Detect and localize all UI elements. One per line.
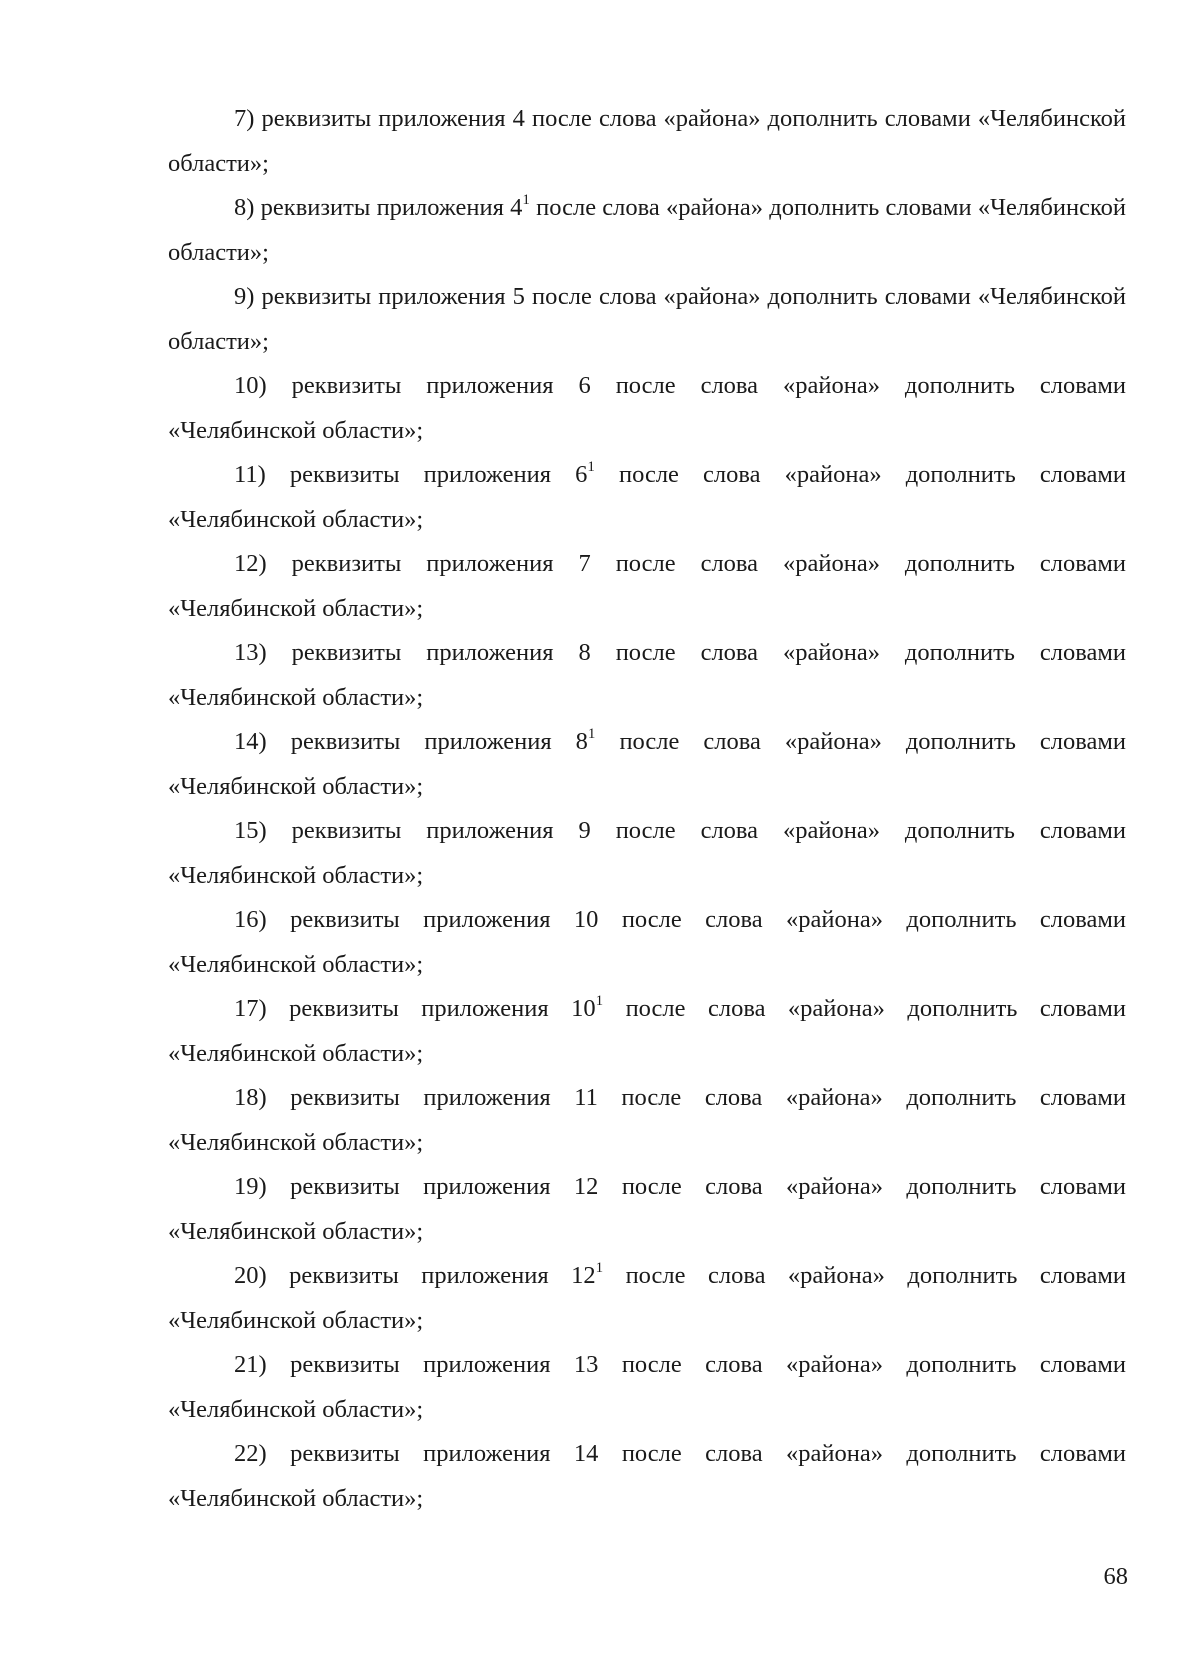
list-item-15: [168, 809, 1126, 898]
item-text-start: реквизиты приложения 4: [260, 194, 523, 221]
item-text-end: после слова «района» дополнить словами «Челябинской области»;: [168, 906, 1127, 978]
item-number: 14): [234, 728, 267, 755]
item-text-start: реквизиты приложения 6: [291, 372, 591, 399]
item-text-start: реквизиты приложения 6: [289, 461, 588, 488]
item-number: 11): [234, 461, 266, 488]
item-superscript: 1: [595, 992, 604, 1009]
item-text-end: после слова «района» дополнить словами «Челябинской области»;: [168, 461, 1126, 533]
list-item-13: [168, 631, 1126, 720]
list-item-14: [168, 720, 1126, 809]
item-text-end: после слова «района» дополнить словами «Челябинской области»;: [168, 105, 1126, 177]
item-text-end: после слова «района» дополнить словами «Челябинской области»;: [168, 1262, 1127, 1334]
item-number: 12): [234, 550, 267, 577]
item-number: 13): [234, 639, 267, 666]
item-superscript: 1: [587, 458, 595, 475]
list-item-20: [168, 1254, 1126, 1343]
document-body: [168, 97, 1126, 1521]
item-number: 7): [234, 105, 255, 132]
item-text-start: реквизиты приложения 11: [290, 1084, 598, 1111]
item-text-end: после слова «района» дополнить словами «Челябинской области»;: [168, 372, 1127, 444]
item-number: 18): [234, 1084, 267, 1111]
item-text-end: после слова «района» дополнить словами «Челябинской области»;: [168, 1440, 1127, 1512]
item-text-start: реквизиты приложения 10: [290, 906, 599, 933]
list-item-12: [168, 542, 1126, 631]
item-superscript: 1: [595, 1259, 604, 1276]
item-text-end: после слова «района» дополнить словами «Челябинской области»;: [168, 1084, 1127, 1156]
item-text-start: реквизиты приложения 4: [261, 105, 525, 132]
list-item-17: [168, 987, 1126, 1076]
item-text-end: после слова «района» дополнить словами «Челябинской области»;: [168, 817, 1127, 889]
list-item-7: [168, 97, 1126, 186]
item-text-start: реквизиты приложения 12: [289, 1262, 596, 1289]
item-text-start: реквизиты приложения 8: [290, 728, 588, 755]
item-number: 21): [234, 1351, 267, 1378]
list-item-19: [168, 1165, 1126, 1254]
item-number: 15): [234, 817, 267, 844]
item-number: 8): [234, 194, 255, 221]
item-text-start: реквизиты приложения 12: [290, 1173, 599, 1200]
item-text-start: реквизиты приложения 7: [291, 550, 591, 577]
list-item-9: [168, 275, 1126, 364]
item-text-start: реквизиты приложения 9: [291, 817, 591, 844]
item-number: 17): [234, 995, 267, 1022]
item-text-start: реквизиты приложения 14: [290, 1440, 599, 1467]
item-number: 19): [234, 1173, 267, 1200]
item-text-end: после слова «района» дополнить словами «Челябинской области»;: [168, 194, 1127, 266]
item-number: 9): [234, 283, 255, 310]
item-superscript: 1: [522, 191, 530, 208]
item-text-end: после слова «района» дополнить словами «Челябинской области»;: [168, 1351, 1127, 1423]
item-number: 16): [234, 906, 267, 933]
item-text-start: реквизиты приложения 8: [291, 639, 591, 666]
page-number: 68: [1103, 1563, 1128, 1590]
item-text-start: реквизиты приложения 13: [290, 1351, 599, 1378]
list-item-18: [168, 1076, 1126, 1165]
item-number: 20): [234, 1262, 267, 1289]
item-number: 10): [234, 372, 267, 399]
item-text-end: после слова «района» дополнить словами «Челябинской области»;: [168, 639, 1127, 711]
list-item-11: [168, 453, 1126, 542]
item-superscript: 1: [587, 725, 596, 742]
item-text-end: после слова «района» дополнить словами «Челябинской области»;: [168, 728, 1127, 800]
list-item-21: [168, 1343, 1126, 1432]
list-item-10: [168, 364, 1126, 453]
item-text-end: после слова «района» дополнить словами «Челябинской области»;: [168, 550, 1127, 622]
item-number: 22): [234, 1440, 267, 1467]
item-text-end: после слова «района» дополнить словами «Челябинской области»;: [168, 995, 1127, 1067]
list-item-16: [168, 898, 1126, 987]
list-item-8: [168, 186, 1126, 275]
item-text-end: после слова «района» дополнить словами «Челябинской области»;: [168, 1173, 1127, 1245]
item-text-start: реквизиты приложения 5: [261, 283, 525, 310]
item-text-end: после слова «района» дополнить словами «Челябинской области»;: [168, 283, 1126, 355]
list-item-22: [168, 1432, 1126, 1521]
item-text-start: реквизиты приложения 10: [289, 995, 596, 1022]
